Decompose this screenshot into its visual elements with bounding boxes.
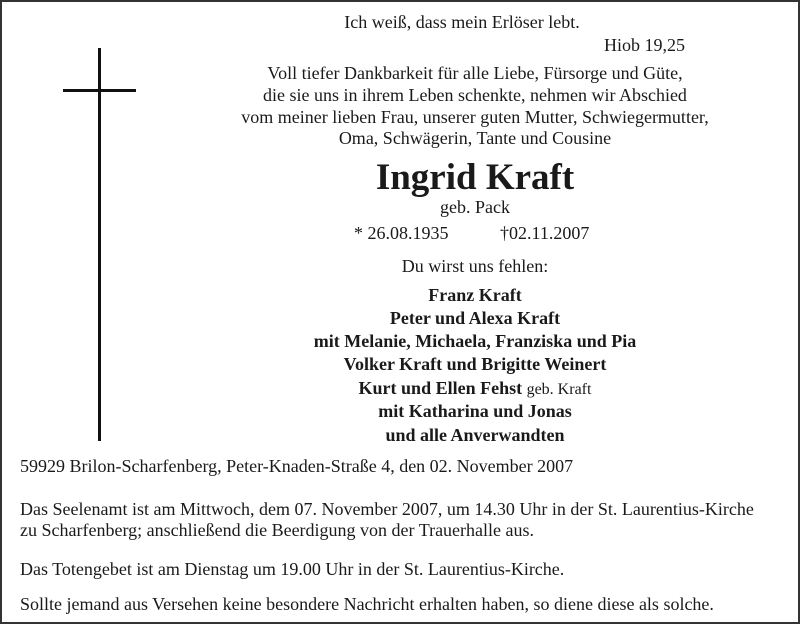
- mourner: Franz Kraft: [428, 285, 522, 305]
- maiden-name: geb. Pack: [440, 197, 510, 217]
- mourner-note: geb. Kraft: [526, 381, 592, 398]
- intro-line: Oma, Schwägerin, Tante und Cousine: [338, 128, 612, 148]
- mourner: mit Katharina und Jonas: [378, 401, 572, 421]
- address: 59929 Brilon-Scharfenberg, Peter-Knaden-Straße 4, den 02. November 2007: [20, 456, 574, 476]
- verse-text: Ich weiß, dass mein Erlöser lebt.: [344, 12, 580, 32]
- deceased-name: Ingrid Kraft: [375, 157, 575, 198]
- intro-line: Voll tiefer Dankbarkeit für alle Liebe, Fürsorge und Güte,: [267, 63, 683, 83]
- mourner: Volker Kraft und Brigitte Weinert: [343, 354, 607, 374]
- verse-reference: Hiob 19,25: [604, 35, 685, 55]
- intro-line: vom meiner lieben Frau, unserer guten Mutter, Schwiegermutter,: [241, 107, 709, 127]
- service-line: Das Seelenamt ist am Mittwoch, dem 07. November 2007, um 14.30 Uhr in der St. Laurentius-Kirche: [20, 499, 754, 519]
- mourner-line: [225, 377, 725, 401]
- mourner: Kurt und Ellen Fehst: [358, 378, 523, 398]
- mourner: und alle Anverwandten: [385, 425, 565, 445]
- prayer-text: Das Totengebet ist am Dienstag um 19.00 Uhr in der St. Laurentius-Kirche.: [20, 559, 565, 579]
- farewell-text: Du wirst uns fehlen:: [401, 256, 549, 276]
- mourner: Peter und Alexa Kraft: [389, 308, 561, 328]
- service-line: zu Scharfenberg; anschließend die Beerdigung von der Trauerhalle aus.: [20, 520, 535, 540]
- birth-date: * 26.08.1935: [354, 223, 449, 243]
- death-date: †02.11.2007: [500, 223, 590, 243]
- closing-text: Sollte jemand aus Versehen keine besondere Nachricht erhalten haben, so diene diese als solche.: [20, 594, 714, 614]
- intro-line: die sie uns in ihrem Leben schenkte, nehmen wir Abschied: [263, 85, 687, 105]
- mourner: mit Melanie, Michaela, Franziska und Pia: [313, 331, 637, 351]
